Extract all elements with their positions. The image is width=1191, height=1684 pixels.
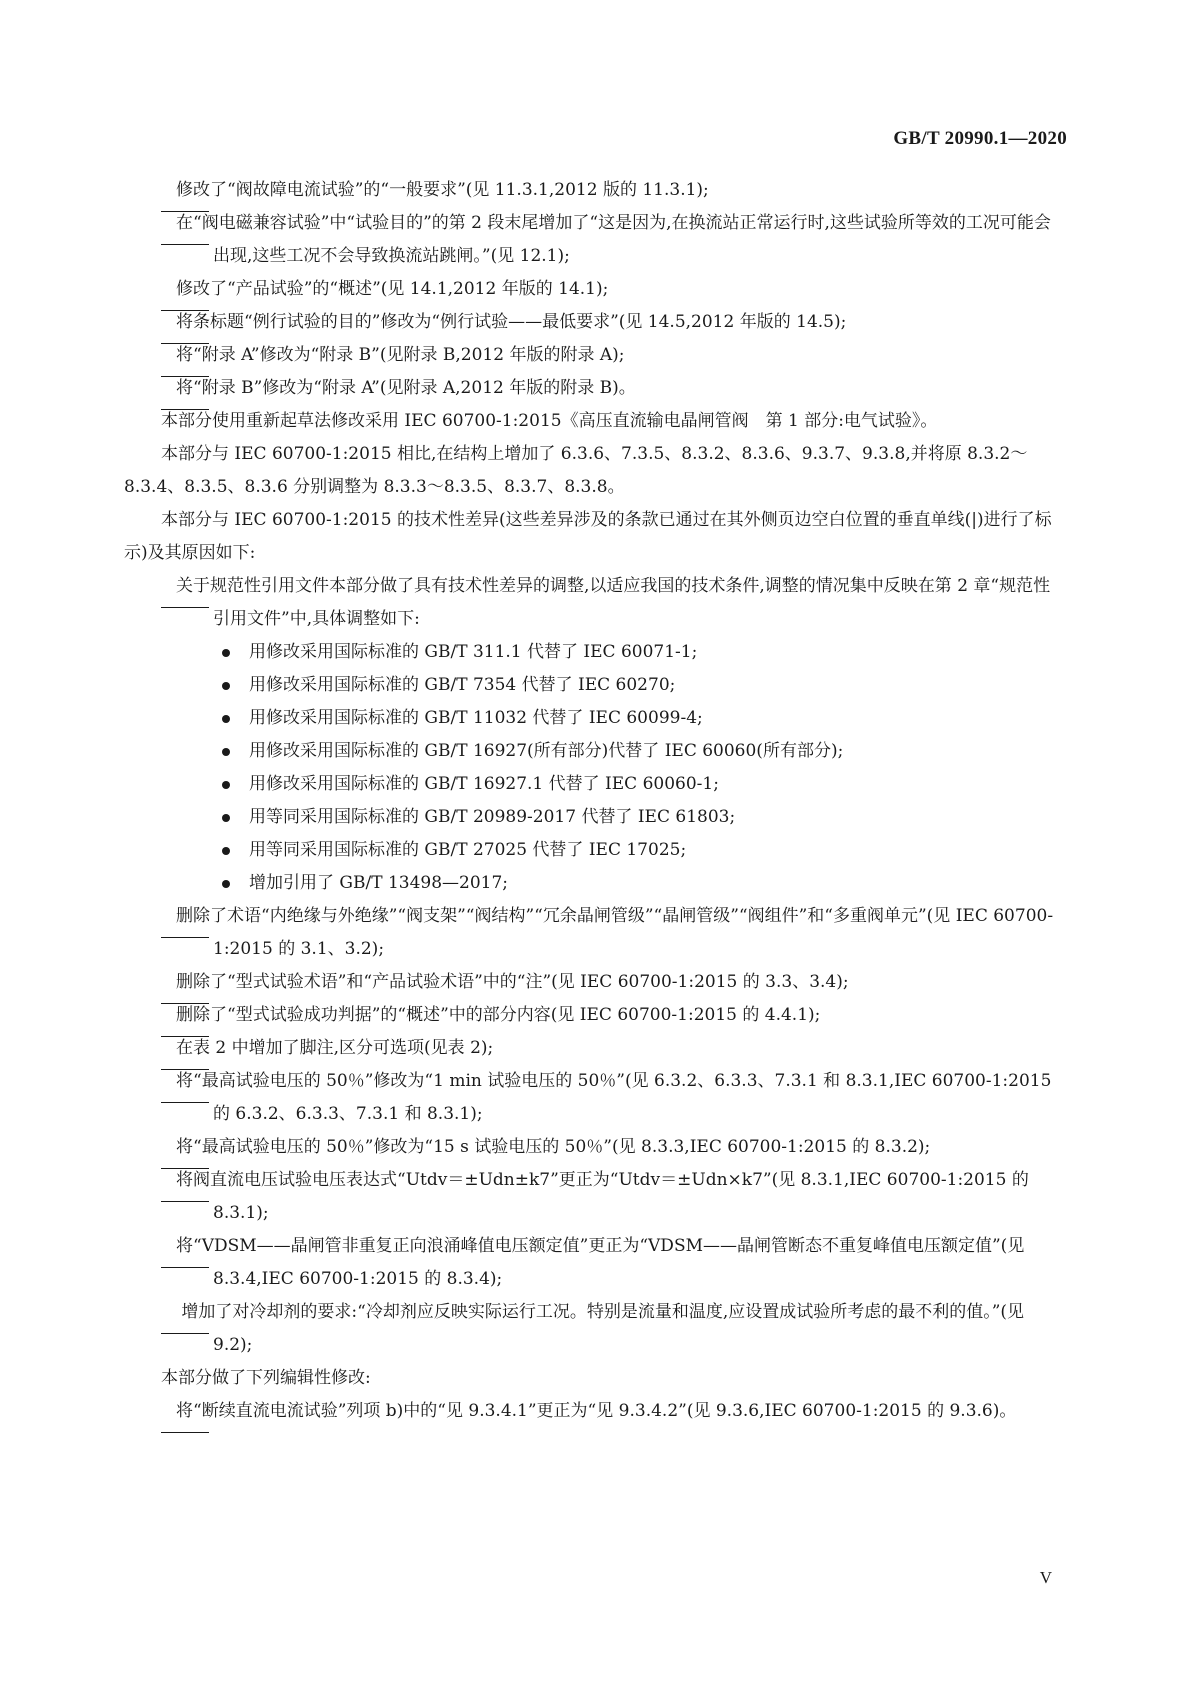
list-item-text: 在“阀电磁兼容试验”中“试验目的”的第 2 段末尾增加了“这是因为,在换流站正常运行时,这些试验所等效的工况可能会出现,这些工况不会导致换流站跳闸。”(见 12.1); <box>176 213 1051 266</box>
paragraph: 本部分与 IEC 60700-1:2015 的技术性差异(这些差异涉及的条款已通过在其外侧页边空白位置的垂直单线(|)进行了标示)及其原因如下: <box>124 510 1052 563</box>
list-item-text: 将“断续直流电流试验”列项 b)中的“见 9.3.4.1”更正为“见 9.3.4.2”(见 9.3.6,IEC 60700-1:2015 的 9.3.6)。 <box>176 1401 1017 1421</box>
list-item <box>124 273 1067 306</box>
list-item-text: 在表 2 中增加了脚注,区分可选项(见表 2); <box>176 1038 494 1058</box>
bullet-item-text: 增加引用了 GB/T 13498—2017; <box>249 873 509 893</box>
bullet-item <box>124 669 1067 702</box>
list-item <box>124 1065 1067 1131</box>
bullet-item-text: 用等同采用国际标准的 GB/T 27025 代替了 IEC 17025; <box>249 840 687 860</box>
paragraph: 本部分做了下列编辑性修改: <box>161 1368 371 1388</box>
bullet-item-text: 用修改采用国际标准的 GB/T 11032 代替了 IEC 60099-4; <box>249 708 703 728</box>
list-item-text: 删除了“型式试验术语”和“产品试验术语”中的“注”(见 IEC 60700-1:2015 的 3.3、3.4); <box>176 972 849 992</box>
list-item-text: 删除了术语“内绝缘与外绝缘”“阀支架”“阀结构”“冗余晶闸管级”“晶闸管级”“阀组件”和“多重阀单元”(见 IEC 60700-1:2015 的 3.1、3.2); <box>176 906 1054 959</box>
list-item <box>124 339 1067 372</box>
bullet-item <box>124 768 1067 801</box>
bullet-item <box>124 702 1067 735</box>
list-item-text: 将“最高试验电压的 50％”修改为“15 s 试验电压的 50％”(见 8.3.3,IEC 60700-1:2015 的 8.3.2); <box>176 1137 931 1157</box>
list-item-text: 将“最高试验电压的 50％”修改为“1 min 试验电压的 50％”(见 6.3.2、6.3.3、7.3.1 和 8.3.1,IEC 60700-1:2015 的 6.3.2、6.3.3、7.3.1 和 8.3.1); <box>176 1071 1052 1124</box>
bullet-icon <box>222 649 230 657</box>
list-item-text: 修改了“阀故障电流试验”的“一般要求”(见 11.3.1,2012 版的 11.3.1); <box>176 180 709 200</box>
list-item <box>124 570 1067 636</box>
list-item-text: 将条标题“例行试验的目的”修改为“例行试验——最低要求”(见 14.5,2012 年版的 14.5); <box>176 312 847 332</box>
list-item-text: 修改了“产品试验”的“概述”(见 14.1,2012 年版的 14.1); <box>176 279 609 299</box>
bullet-icon <box>222 748 230 756</box>
bullet-icon <box>222 847 230 855</box>
list-item-text: 将“附录 A”修改为“附录 B”(见附录 B,2012 年版的附录 A); <box>176 345 625 365</box>
bullet-icon <box>222 715 230 723</box>
list-item <box>124 1230 1067 1296</box>
list-item <box>124 174 1067 207</box>
bullet-item-text: 用修改采用国际标准的 GB/T 311.1 代替了 IEC 60071-1; <box>249 642 698 662</box>
list-item-text: 将阀直流电压试验电压表达式“Utdv＝±Udn±k7”更正为“Utdv＝±Udn×k7”(见 8.3.1,IEC 60700-1:2015 的 8.3.1); <box>176 1170 1029 1223</box>
bullet-icon <box>222 781 230 789</box>
page-number: V <box>1039 1568 1052 1587</box>
bullet-item <box>124 636 1067 669</box>
bullet-item <box>124 735 1067 768</box>
list-item <box>124 966 1067 999</box>
list-item <box>124 1164 1067 1230</box>
list-item <box>124 999 1067 1032</box>
bullet-item <box>124 834 1067 867</box>
bullet-icon <box>222 814 230 822</box>
document-body <box>124 174 1067 1428</box>
list-item-text: 将“VDSM——晶闸管非重复正向浪涌峰值电压额定值”更正为“VDSM——晶闸管断态不重复峰值电压额定值”(见 8.3.4,IEC 60700-1:2015 的 8.3.4); <box>176 1236 1025 1289</box>
list-item <box>124 372 1067 405</box>
list-item <box>124 1131 1067 1164</box>
list-item-text: 增加了对冷却剂的要求:“冷却剂应反映实际运行工况。特别是流量和温度,应设置成试验所考虑的最不利的值。”(见 9.2); <box>176 1302 1025 1355</box>
list-item <box>124 1032 1067 1065</box>
list-item <box>124 1395 1067 1428</box>
bullet-item-text: 用等同采用国际标准的 GB/T 20989-2017 代替了 IEC 61803; <box>249 807 736 827</box>
bullet-icon <box>222 682 230 690</box>
bullet-item-text: 用修改采用国际标准的 GB/T 7354 代替了 IEC 60270; <box>249 675 676 695</box>
bullet-item <box>124 867 1067 900</box>
bullet-icon <box>222 880 230 888</box>
list-item <box>124 207 1067 273</box>
list-item <box>124 900 1067 966</box>
standard-code-header: GB/T 20990.1—2020 <box>893 128 1067 149</box>
paragraph: 本部分使用重新起草法修改采用 IEC 60700-1:2015《高压直流输电晶闸管阀 第 1 部分:电气试验》。 <box>161 411 938 431</box>
paragraph: 本部分与 IEC 60700-1:2015 相比,在结构上增加了 6.3.6、7.3.5、8.3.2、8.3.6、9.3.7、9.3.8,并将原 8.3.2～8.3.4、8.3.5、8.3.6 分别调整为 8.3.3～8.3.5、8.3.7、8.3.8。 <box>124 444 1028 497</box>
list-item-text: 删除了“型式试验成功判据”的“概述”中的部分内容(见 IEC 60700-1:2015 的 4.4.1); <box>176 1005 821 1025</box>
bullet-item-text: 用修改采用国际标准的 GB/T 16927.1 代替了 IEC 60060-1; <box>249 774 719 794</box>
list-item-text: 关于规范性引用文件本部分做了具有技术性差异的调整,以适应我国的技术条件,调整的情况集中反映在第 2 章“规范性引用文件”中,具体调整如下: <box>176 576 1051 629</box>
list-item <box>124 1296 1067 1362</box>
bullet-item <box>124 801 1067 834</box>
list-item <box>124 306 1067 339</box>
list-item-text: 将“附录 B”修改为“附录 A”(见附录 A,2012 年版的附录 B)。 <box>176 378 636 398</box>
bullet-item-text: 用修改采用国际标准的 GB/T 16927(所有部分)代替了 IEC 60060(所有部分); <box>249 741 844 761</box>
